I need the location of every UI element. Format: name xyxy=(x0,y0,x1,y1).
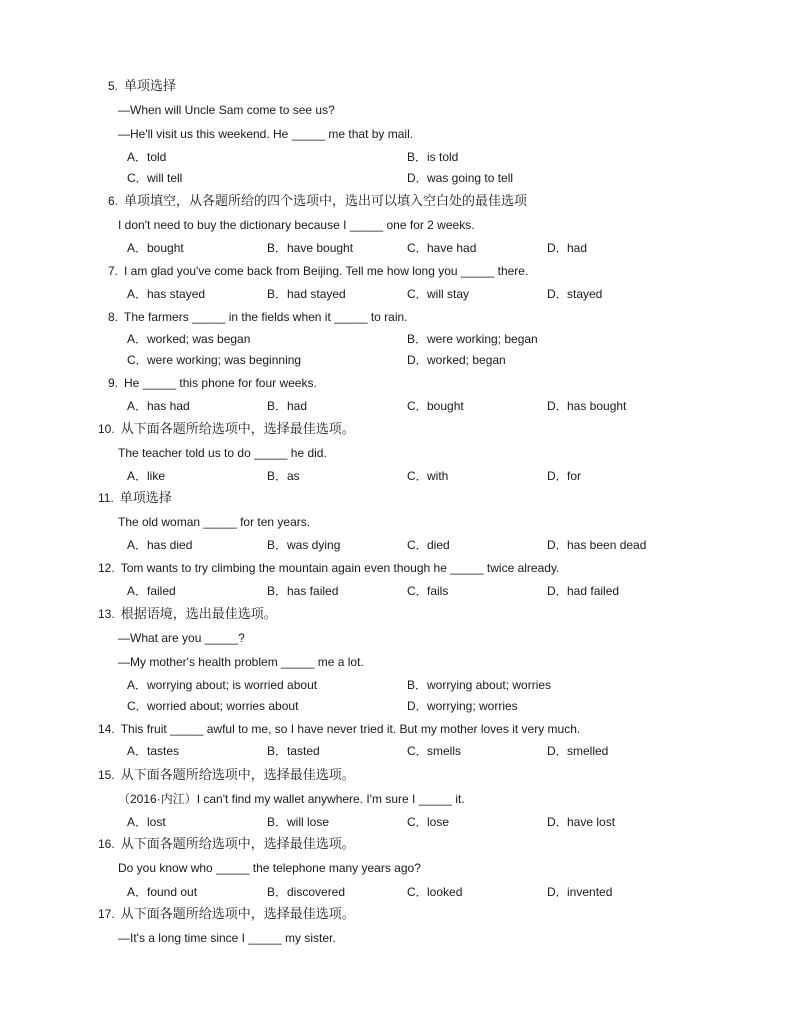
question-prompt: This fruit _____ awful to me, so I have never tried it. But my mother loves it very much. xyxy=(120,722,581,736)
option-item xyxy=(127,468,165,484)
option-text: invented xyxy=(567,885,613,899)
question-number: 16. xyxy=(98,837,115,851)
option-letter: B． xyxy=(267,584,288,598)
option-letter: C． xyxy=(127,353,148,367)
question-stem-line: —He'll visit us this weekend. He _____ me that by mail. xyxy=(118,127,414,141)
option-letter: B． xyxy=(267,399,288,413)
option-letter: D． xyxy=(547,241,568,255)
option-item xyxy=(267,286,346,302)
option-item xyxy=(267,743,320,759)
option-text: looked xyxy=(427,885,463,899)
option-text: worrying about; worries xyxy=(427,678,552,692)
option-letter: B． xyxy=(407,332,428,346)
option-letter: B． xyxy=(267,469,288,483)
option-text: has bought xyxy=(567,399,627,413)
option-letter: A． xyxy=(127,150,148,164)
option-letter: C． xyxy=(407,584,428,598)
option-text: had xyxy=(287,399,308,413)
option-item xyxy=(127,398,190,414)
option-letter: C． xyxy=(407,744,428,758)
option-text: stayed xyxy=(567,287,603,301)
option-text: failed xyxy=(147,584,176,598)
option-text: discovered xyxy=(287,885,346,899)
option-letter: D． xyxy=(547,469,568,483)
option-item xyxy=(267,537,340,553)
option-letter: C． xyxy=(407,399,428,413)
question-heading xyxy=(98,721,580,737)
option-text: has failed xyxy=(287,584,339,598)
option-item xyxy=(127,698,298,714)
option-text: tasted xyxy=(287,744,320,758)
option-item xyxy=(547,884,612,900)
option-letter: A． xyxy=(127,332,148,346)
question-number: 15. xyxy=(98,768,115,782)
option-text: with xyxy=(427,469,449,483)
option-text: worked; was began xyxy=(147,332,251,346)
option-letter: B． xyxy=(267,241,288,255)
question-prompt: 单项选择 xyxy=(124,78,177,93)
question-prompt: 单项选择 xyxy=(119,490,172,505)
question-prompt: 从下面各题所给选项中，选择最佳选项。 xyxy=(120,836,355,851)
option-text: tastes xyxy=(147,744,180,758)
option-text: have bought xyxy=(287,241,354,255)
question-stem-line: （2016·内江）I can't find my wallet anywhere. I'm sure I _____ it. xyxy=(118,792,465,806)
option-letter: B． xyxy=(267,744,288,758)
option-text: bought xyxy=(147,241,184,255)
option-text: had failed xyxy=(567,584,620,598)
question-prompt: 根据语境，选出最佳选项。 xyxy=(120,606,277,621)
option-letter: C． xyxy=(407,241,428,255)
option-text: as xyxy=(287,469,300,483)
question-heading xyxy=(108,309,408,325)
option-item xyxy=(127,286,205,302)
option-item xyxy=(547,398,626,414)
option-letter: D． xyxy=(407,353,428,367)
question-number: 11. xyxy=(98,491,114,505)
option-letter: A． xyxy=(127,538,148,552)
option-item xyxy=(127,240,184,256)
option-text: has been dead xyxy=(567,538,647,552)
question-number: 9. xyxy=(108,376,119,390)
option-item xyxy=(547,583,619,599)
option-item xyxy=(407,698,518,714)
option-item xyxy=(267,814,329,830)
question-heading xyxy=(98,421,355,437)
question-heading xyxy=(98,767,355,783)
option-item xyxy=(127,743,179,759)
option-item xyxy=(127,331,250,347)
option-item xyxy=(267,884,345,900)
option-letter: C． xyxy=(407,538,428,552)
option-item xyxy=(547,286,602,302)
option-text: were working; began xyxy=(427,332,538,346)
option-item xyxy=(547,814,615,830)
question-heading xyxy=(98,906,355,922)
option-item xyxy=(547,468,581,484)
option-letter: D． xyxy=(547,744,568,758)
question-heading xyxy=(98,560,559,576)
question-heading xyxy=(108,193,527,209)
question-stem-line: I don't need to buy the dictionary because I _____ one for 2 weeks. xyxy=(118,218,475,232)
option-text: will stay xyxy=(427,287,470,301)
option-letter: A． xyxy=(127,744,148,758)
option-letter: A． xyxy=(127,469,148,483)
option-letter: A． xyxy=(127,287,148,301)
option-text: will tell xyxy=(147,171,183,185)
option-text: for xyxy=(567,469,582,483)
option-letter: B． xyxy=(267,287,288,301)
option-item xyxy=(407,170,513,186)
option-letter: B． xyxy=(407,678,428,692)
option-item xyxy=(547,240,587,256)
option-text: found out xyxy=(147,885,198,899)
option-text: lost xyxy=(147,815,166,829)
option-item xyxy=(407,149,458,165)
option-text: have lost xyxy=(567,815,616,829)
option-item xyxy=(547,537,646,553)
option-letter: A． xyxy=(127,399,148,413)
option-letter: D． xyxy=(547,287,568,301)
question-number: 10. xyxy=(98,422,115,436)
option-item xyxy=(407,398,464,414)
option-item xyxy=(127,170,182,186)
question-number: 14. xyxy=(98,722,115,736)
option-text: is told xyxy=(427,150,459,164)
option-item xyxy=(407,286,469,302)
option-letter: C． xyxy=(407,469,428,483)
option-letter: B． xyxy=(407,150,428,164)
option-item xyxy=(547,743,608,759)
option-text: told xyxy=(147,150,167,164)
question-heading xyxy=(98,836,355,852)
question-prompt: 单项填空，从各题所给的四个选项中，选出可以填入空白处的最佳选项 xyxy=(124,193,528,208)
option-text: like xyxy=(147,469,166,483)
option-text: smelled xyxy=(567,744,609,758)
option-text: has had xyxy=(147,399,190,413)
option-text: has stayed xyxy=(147,287,206,301)
option-item xyxy=(127,537,192,553)
question-prompt: 从下面各题所给选项中，选择最佳选项。 xyxy=(120,906,355,921)
question-stem-line: Do you know who _____ the telephone many years ago? xyxy=(118,861,421,875)
question-prompt: The farmers _____ in the fields when it _____ to rain. xyxy=(124,310,408,324)
question-stem-line: The old woman _____ for ten years. xyxy=(118,515,311,529)
option-letter: B． xyxy=(267,815,288,829)
option-text: bought xyxy=(427,399,464,413)
option-item xyxy=(127,884,197,900)
question-number: 7. xyxy=(108,264,119,278)
option-letter: A． xyxy=(127,584,148,598)
option-letter: B． xyxy=(267,885,288,899)
question-heading xyxy=(108,375,317,391)
option-item xyxy=(267,468,300,484)
question-prompt: He _____ this phone for four weeks. xyxy=(124,376,317,390)
question-stem-line: —When will Uncle Sam come to see us? xyxy=(118,103,335,117)
option-item xyxy=(407,583,448,599)
question-heading xyxy=(108,78,176,94)
option-letter: D． xyxy=(547,584,568,598)
question-stem-line: —What are you _____? xyxy=(118,631,245,645)
question-stem-line: The teacher told us to do _____ he did. xyxy=(118,446,327,460)
question-number: 17. xyxy=(98,907,115,921)
option-item xyxy=(127,149,166,165)
option-text: were working; was beginning xyxy=(147,353,302,367)
option-text: will lose xyxy=(287,815,330,829)
option-text: worked; began xyxy=(427,353,506,367)
option-letter: D． xyxy=(547,399,568,413)
option-letter: D． xyxy=(407,699,428,713)
question-heading xyxy=(98,606,277,622)
option-letter: B． xyxy=(267,538,288,552)
question-number: 8. xyxy=(108,310,119,324)
option-item xyxy=(407,240,476,256)
option-letter: C． xyxy=(407,815,428,829)
option-item xyxy=(127,352,301,368)
option-text: has died xyxy=(147,538,193,552)
option-text: smells xyxy=(427,744,462,758)
option-letter: A． xyxy=(127,815,148,829)
option-text: was going to tell xyxy=(427,171,514,185)
option-item xyxy=(407,352,506,368)
question-number: 5. xyxy=(108,79,119,93)
option-item xyxy=(127,583,176,599)
option-item xyxy=(407,537,450,553)
question-number: 13. xyxy=(98,607,115,621)
option-letter: A． xyxy=(127,241,148,255)
option-text: fails xyxy=(427,584,449,598)
option-letter: D． xyxy=(547,538,568,552)
option-text: lose xyxy=(427,815,450,829)
option-item xyxy=(267,240,353,256)
option-letter: C． xyxy=(127,171,148,185)
option-item xyxy=(407,814,449,830)
option-letter: A． xyxy=(127,885,148,899)
option-letter: C． xyxy=(407,885,428,899)
question-heading xyxy=(108,263,528,279)
option-item xyxy=(267,583,338,599)
option-letter: C． xyxy=(407,287,428,301)
option-item xyxy=(407,331,538,347)
option-text: have had xyxy=(427,241,477,255)
option-item xyxy=(407,677,551,693)
option-item xyxy=(407,468,448,484)
option-item xyxy=(127,677,317,693)
question-prompt: 从下面各题所给选项中，选择最佳选项。 xyxy=(120,767,355,782)
option-item xyxy=(127,814,166,830)
option-text: was dying xyxy=(287,538,341,552)
option-text: worrying about; is worried about xyxy=(147,678,318,692)
question-prompt: Tom wants to try climbing the mountain again even though he _____ twice already. xyxy=(120,561,560,575)
question-prompt: 从下面各题所给选项中，选择最佳选项。 xyxy=(120,421,355,436)
option-letter: D． xyxy=(547,885,568,899)
option-text: had stayed xyxy=(287,287,346,301)
question-heading xyxy=(98,490,172,506)
option-letter: A． xyxy=(127,678,148,692)
option-text: had xyxy=(567,241,588,255)
question-stem-line: —It's a long time since I _____ my sister. xyxy=(118,931,336,945)
question-stem-line: —My mother's health problem _____ me a lot. xyxy=(118,655,364,669)
option-item xyxy=(407,884,462,900)
question-number: 12. xyxy=(98,561,115,575)
option-letter: C． xyxy=(127,699,148,713)
option-text: died xyxy=(427,538,450,552)
option-letter: D． xyxy=(407,171,428,185)
option-letter: D． xyxy=(547,815,568,829)
option-text: worried about; worries about xyxy=(147,699,299,713)
option-text: worrying; worries xyxy=(427,699,518,713)
option-item xyxy=(267,398,307,414)
option-item xyxy=(407,743,461,759)
question-prompt: I am glad you've come back from Beijing. Tell me how long you _____ there. xyxy=(124,264,529,278)
question-number: 6. xyxy=(108,194,119,208)
